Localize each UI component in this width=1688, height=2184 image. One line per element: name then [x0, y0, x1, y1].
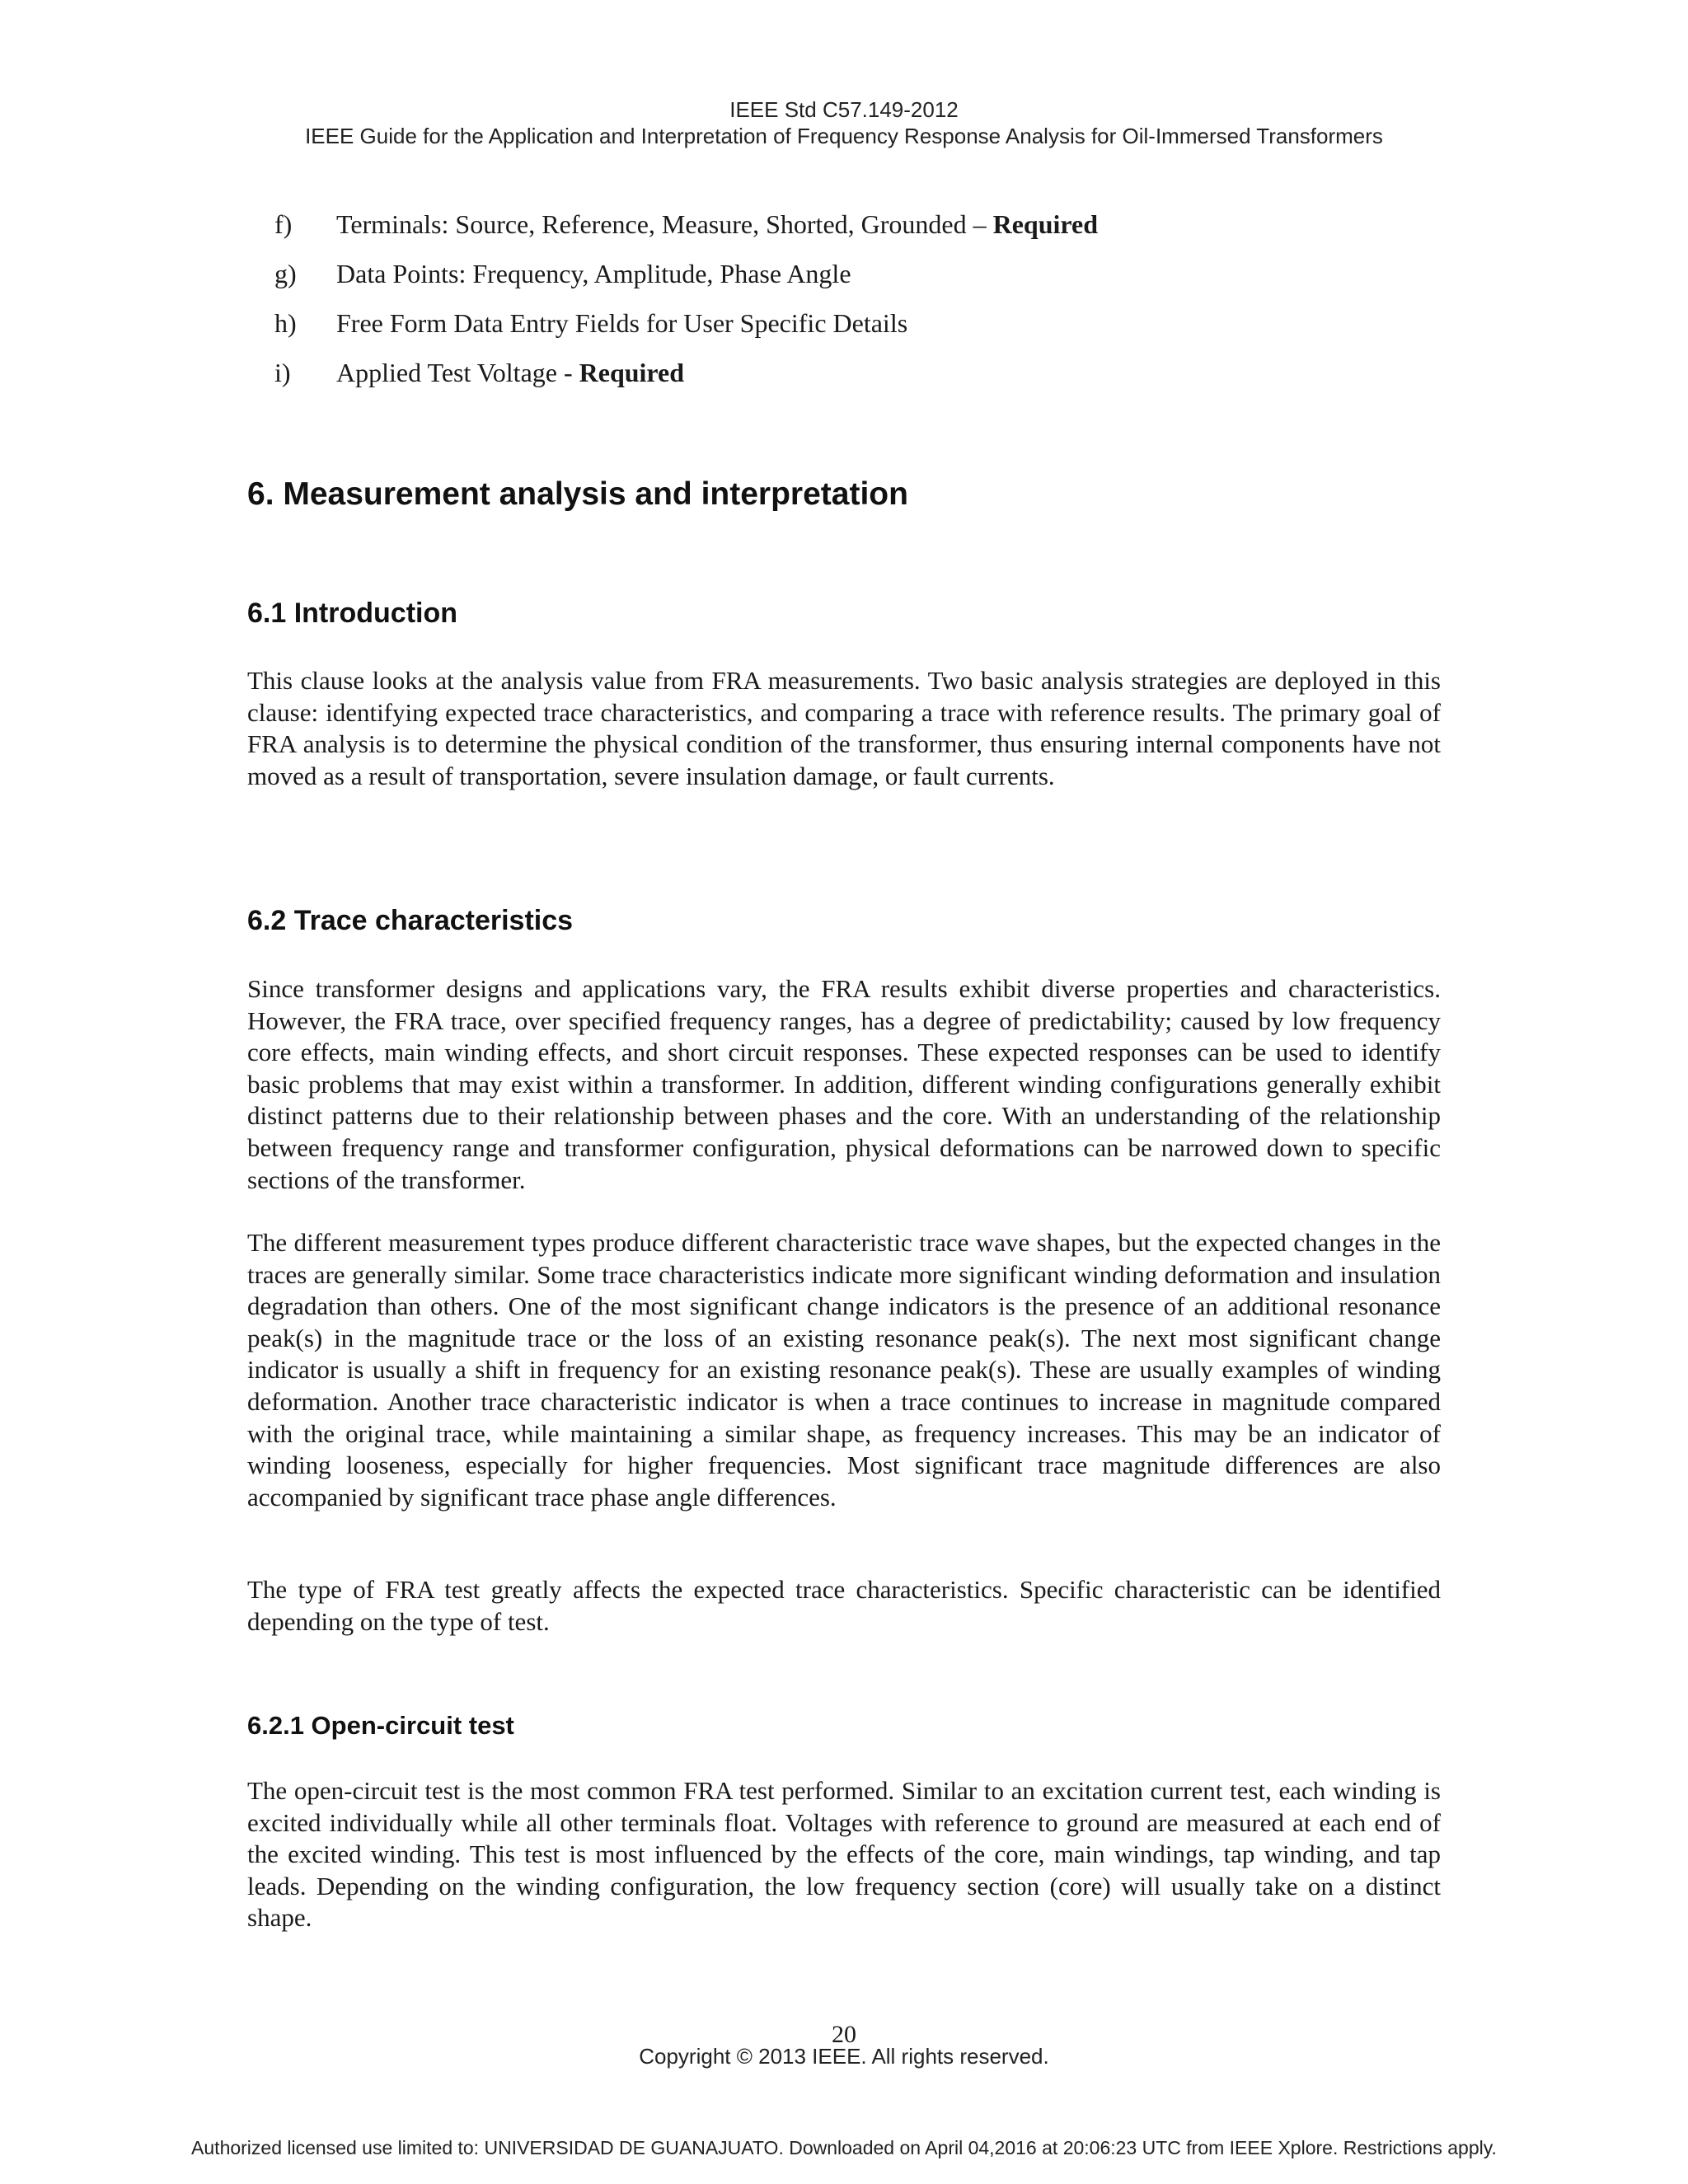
list-item-label: f) — [274, 209, 293, 239]
section-heading-6: 6. Measurement analysis and interpretation — [247, 476, 908, 512]
requirements-list — [274, 208, 1445, 405]
list-item-label: h) — [274, 308, 297, 338]
list-item — [274, 257, 1445, 307]
paragraph-6-1-intro: This clause looks at the analysis value from FRA measurements. Two basic analysis strategies are deployed in this clause: identifying expected trace characteristics, and comparing a trace with reference results. The primary goal of FRA analysis is to determine the physical condition of the transformer, thus ensuring internal components have not moved as a result of transportation, severe insulation damage, or fault currents. — [247, 666, 1441, 790]
list-item-text: Free Form Data Entry Fields for User Specific Details — [336, 308, 908, 338]
paragraph-6-2-third: The type of FRA test greatly affects the expected trace characteristics. Specific characteristic can be identified depending on the type of test. — [247, 1575, 1441, 1636]
list-item-text: Data Points: Frequency, Amplitude, Phase Angle — [336, 259, 851, 288]
list-item-text: Applied Test Voltage - Required — [336, 358, 685, 387]
paragraph-6-2-1: The open-circuit test is the most common FRA test performed. Similar to an excitation current test, each winding is excited individually while all other terminals float. Voltages with reference to ground are measured at each end of the excited winding. This test is most influenced by the effects of the core, main windings, tap winding, and tap leads. Depending on the winding configuration, the low frequency section (core) will usually take on a distinct shape. — [247, 1776, 1441, 1933]
copyright-notice: Copyright © 2013 IEEE. All rights reserved. — [639, 2044, 1049, 2069]
license-footer: Authorized licensed use limited to: UNIVERSIDAD DE GUANAJUATO. Downloaded on April 04,2016 at 20:06:23 UTC from IEEE Xplore. Restrictions apply. — [191, 2137, 1497, 2158]
required-marker: Required — [992, 209, 1099, 239]
section-heading-6-2-1: 6.2.1 Open-circuit test — [247, 1711, 514, 1740]
section-heading-6-2: 6.2 Trace characteristics — [247, 905, 574, 936]
paragraph-6-2-second: The different measurement types produce different characteristic trace wave shapes, but the expected changes in the traces are generally similar. Some trace characteristics indicate more significant winding deformation and insulation degradation than others. One of the most significant change indicators is the presence of an additional resonance peak(s) in the magnitude trace or the loss of an existing resonance peak(s). The next most significant change indicator is usually a shift in frequency for an existing resonance peak(s). These are usually examples of winding deformation. Another trace characteristic indicator is when a trace continues to increase in magnitude compared with the original trace, while maintaining a similar shape, as frequency increases. This may be an indicator of winding looseness, especially for higher frequencies. Most significant trace magnitude differences are also accompanied by significant trace phase angle differences. — [247, 1228, 1441, 1511]
running-header-std: IEEE Std C57.149-2012 — [729, 97, 959, 122]
list-item-label: g) — [274, 259, 297, 288]
section-heading-6-1: 6.1 Introduction — [247, 598, 457, 629]
list-item — [274, 356, 1445, 405]
list-item — [274, 307, 1445, 356]
list-item — [274, 208, 1445, 257]
page-number: 20 — [832, 2021, 856, 2048]
paragraph-6-2-first: Since transformer designs and applications vary, the FRA results exhibit diverse properties and characteristics. However, the FRA trace, over specified frequency ranges, has a degree of predictability; caused by low frequency core effects, main winding effects, and short circuit responses. These expected responses can be used to identify basic problems that may exist within a transformer. In addition, different winding configurations generally exhibit distinct patterns due to their relationship between phases and the core. With an understanding of the relationship between frequency range and transformer configuration, physical deformations can be narrowed down to specific sections of the transformer. — [247, 974, 1441, 1194]
list-item-label: i) — [274, 358, 291, 387]
list-item-text: Terminals: Source, Reference, Measure, Shorted, Grounded – Required — [336, 209, 1099, 239]
required-marker: Required — [579, 358, 685, 387]
running-header-title: IEEE Guide for the Application and Interpretation of Frequency Response Analysis for Oil-Immersed Transformers — [305, 124, 1383, 148]
